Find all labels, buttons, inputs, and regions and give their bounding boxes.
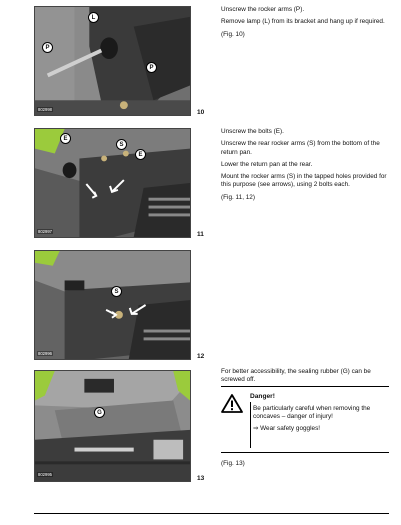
danger-text: Be particularly careful when removing the concaves – danger of injury! bbox=[253, 405, 371, 421]
instruction-text: Remove lamp (L) from its bracket and hang up if required. bbox=[221, 18, 385, 26]
danger-bullet: ⇒ Wear safety goggles! bbox=[253, 424, 321, 432]
figure-number: 11 bbox=[197, 231, 204, 238]
instruction-text: Mount the rocker arms (S) in the tapped holes provided for this purpose (see arrows), using 2 bolts each. bbox=[221, 173, 387, 189]
figure-number: 12 bbox=[197, 353, 205, 360]
instruction-text: Unscrew the bolts (E). bbox=[221, 128, 284, 135]
danger-rule bbox=[250, 402, 251, 448]
figure-reference: (Fig. 10) bbox=[221, 30, 245, 38]
instruction-text: For better accessibility, the sealing rubber (G) can be screwed off. bbox=[221, 368, 371, 384]
photo-code: 802995 bbox=[38, 472, 52, 477]
callout-S: S bbox=[116, 139, 127, 150]
danger-body bbox=[253, 405, 389, 433]
photo-code: 802997 bbox=[38, 229, 52, 234]
callout-S: S bbox=[111, 286, 122, 297]
danger-title: Danger! bbox=[250, 393, 275, 400]
figure-number: 13 bbox=[197, 475, 205, 482]
instruction-text: Lower the return pan at the rear. bbox=[221, 160, 313, 168]
callout-G: G bbox=[94, 407, 105, 418]
callout-L: L bbox=[88, 12, 99, 23]
danger-divider-bottom bbox=[221, 452, 389, 453]
figure-13-ref bbox=[221, 460, 389, 472]
instruction-text: Unscrew the rear rocker arms (S) from the bottom of the return pan. bbox=[221, 140, 380, 156]
figure-number: 10 bbox=[197, 109, 205, 116]
figure-12-photo bbox=[34, 250, 191, 360]
figure-11-text bbox=[221, 128, 389, 206]
photo-code: 802998 bbox=[38, 107, 52, 112]
figure-10-photo bbox=[34, 6, 191, 116]
footer-rule bbox=[34, 513, 389, 514]
callout-E: E bbox=[60, 133, 71, 144]
callout-P: P bbox=[146, 62, 157, 73]
instruction-text: Unscrew the rocker arms (P). bbox=[221, 6, 305, 13]
danger-divider-top bbox=[221, 386, 389, 387]
photo-code: 802996 bbox=[38, 351, 52, 356]
figure-13-photo bbox=[34, 370, 191, 482]
figure-reference: (Fig. 11, 12) bbox=[221, 193, 255, 201]
callout-P: P bbox=[42, 42, 53, 53]
figure-10-text bbox=[221, 6, 389, 43]
callout-E: E bbox=[135, 149, 146, 160]
figure-11-photo bbox=[34, 128, 191, 238]
warning-triangle-icon bbox=[221, 394, 243, 413]
figure-reference: (Fig. 13) bbox=[221, 460, 245, 467]
